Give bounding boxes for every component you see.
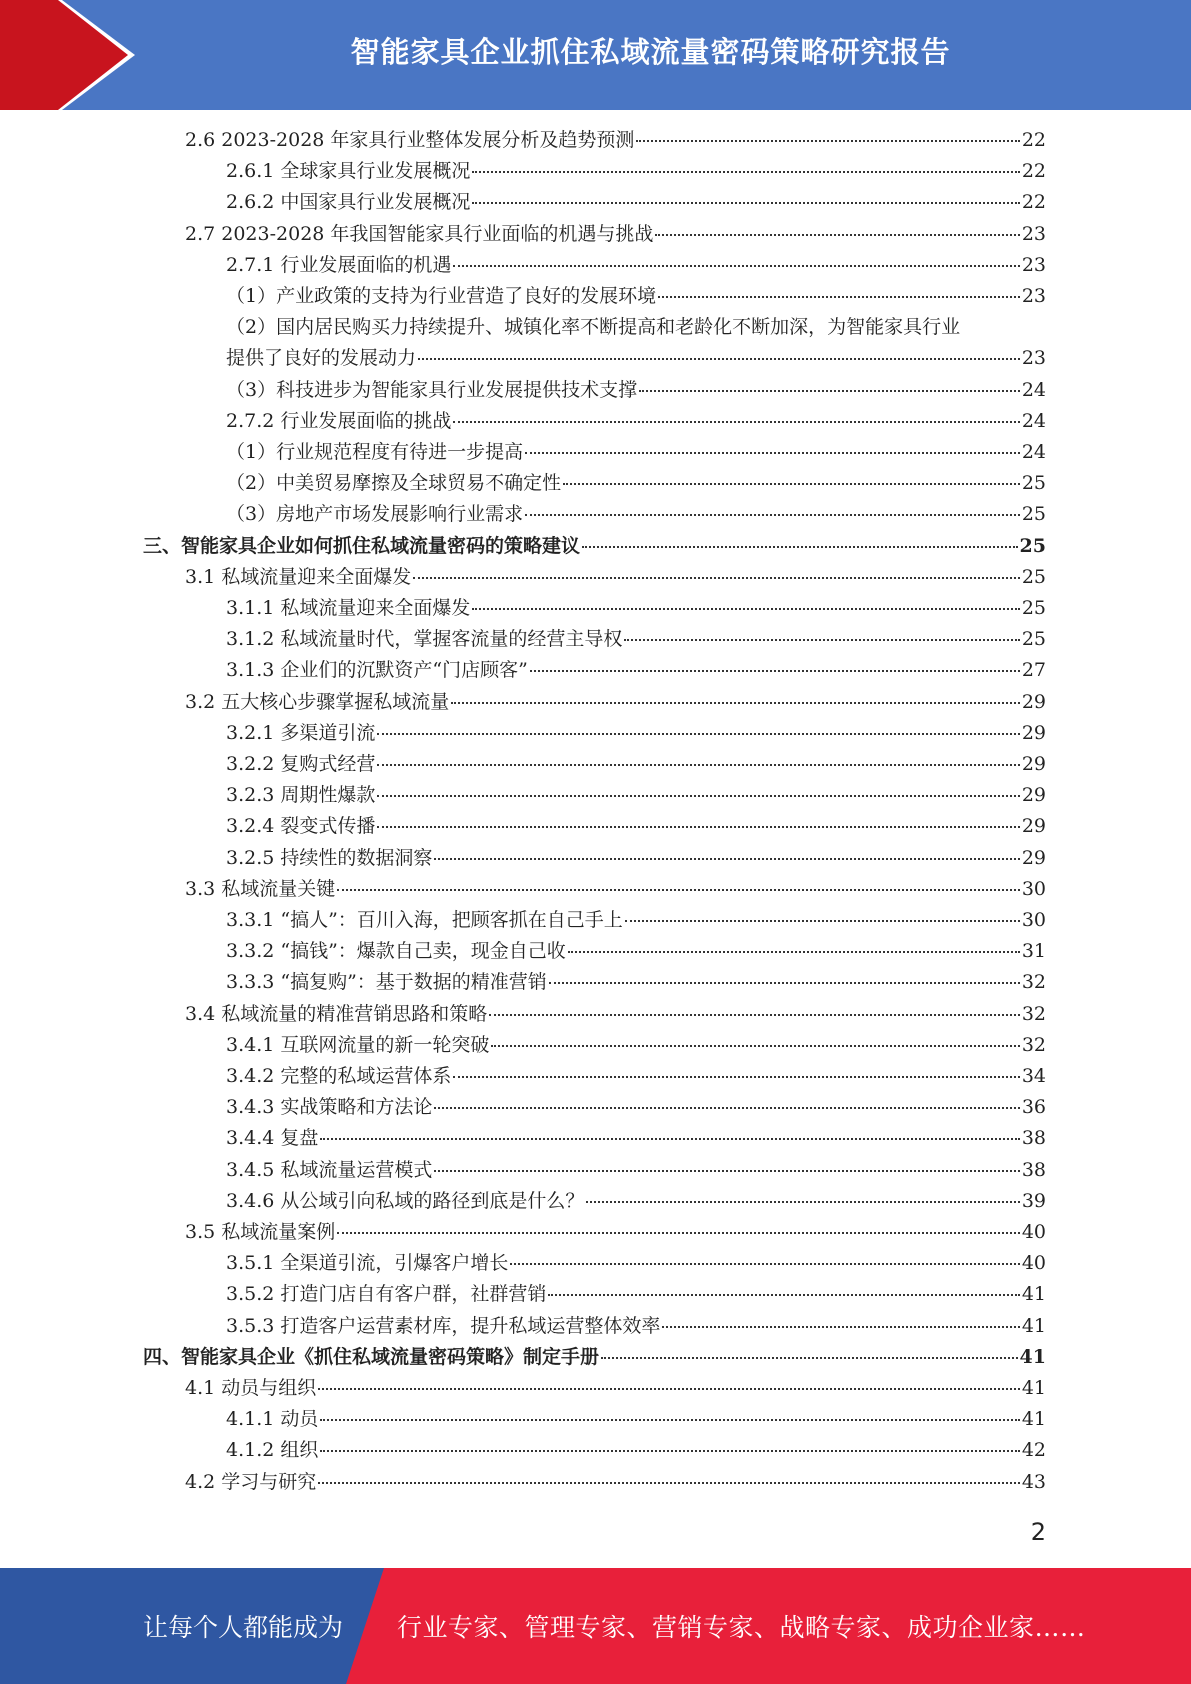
toc-leader-dots: [625, 920, 1020, 922]
footer-slogan-right: 行业专家、管理专家、营销专家、战略专家、成功企业家……: [397, 1613, 1086, 1642]
toc-entry-title: 4.1.2 组织: [226, 1439, 319, 1462]
page-title: 智能家具企业抓住私域流量密码策略研究报告: [350, 34, 951, 69]
toc-leader-dots: [413, 577, 1020, 579]
toc-entry[interactable]: [0, 437, 1191, 468]
toc-leader-dots: [377, 764, 1019, 766]
toc-entry-page: 29: [1021, 784, 1046, 807]
toc-entry[interactable]: [0, 499, 1191, 530]
toc-entry[interactable]: [0, 1279, 1191, 1310]
toc-leader-dots: [662, 1326, 1019, 1328]
toc-leader-dots: [549, 982, 1020, 984]
toc-entry-title: 4.1.1 动员: [226, 1408, 319, 1431]
toc-entry[interactable]: [0, 1342, 1191, 1373]
toc-entry-title: 3.2.4 裂变式传播: [226, 815, 376, 838]
toc-leader-dots: [434, 858, 1019, 860]
toc-leader-dots: [337, 1232, 1020, 1234]
toc-entry-page: 25: [1021, 503, 1046, 526]
toc-entry-title: （2）中美贸易摩擦及全球贸易不确定性: [226, 472, 562, 495]
toc-leader-dots: [548, 1294, 1019, 1296]
toc-entry[interactable]: [0, 531, 1191, 562]
toc-entry[interactable]: [0, 125, 1191, 156]
toc-entry[interactable]: [0, 999, 1191, 1030]
toc-entry[interactable]: [0, 187, 1191, 218]
toc-entry-title: 3.1.1 私域流量迎来全面爆发: [226, 597, 471, 619]
toc-entry-page: 34: [1021, 1065, 1046, 1087]
toc-entry-title: 3.5.2 打造门店自有客户群，社群营销: [226, 1283, 547, 1306]
page-number: 2: [1030, 1518, 1046, 1546]
toc-entry-title: （3）房地产市场发展影响行业需求: [226, 503, 524, 526]
toc-leader-dots: [510, 1263, 1019, 1265]
toc-entry[interactable]: [0, 406, 1191, 437]
toc-leader-dots: [582, 546, 1018, 548]
toc-entry-title: 4.1 动员与组织: [185, 1377, 317, 1399]
toc-entry-page: 36: [1021, 1096, 1046, 1119]
toc-entry[interactable]: [0, 936, 1191, 967]
toc-leader-dots: [530, 670, 1020, 672]
toc-leader-dots: [568, 951, 1020, 953]
toc-entry[interactable]: [0, 219, 1191, 250]
toc-entry-title: （1）行业规范程度有待进一步提高: [226, 441, 524, 463]
toc-entry-title: 3.3.1 “搞人”：百川入海，把顾客抓在自己手上: [226, 909, 623, 931]
toc-leader-dots: [377, 733, 1019, 735]
toc-leader-dots: [453, 421, 1019, 423]
page-header: [0, 0, 1191, 110]
toc-leader-dots: [451, 702, 1020, 704]
toc-entry[interactable]: [0, 1404, 1191, 1435]
toc-leader-dots: [320, 1419, 1019, 1421]
toc-entry[interactable]: [0, 843, 1191, 874]
toc-leader-dots: [318, 1482, 1020, 1484]
toc-entry-page: 23: [1021, 347, 1046, 370]
toc-entry-title: 3.4.3 实战策略和方法论: [226, 1096, 433, 1119]
toc-entry[interactable]: [0, 967, 1191, 998]
toc-entry-page: 31: [1021, 940, 1046, 963]
toc-entry-page: 29: [1021, 690, 1046, 713]
toc-leader-dots: [472, 171, 1019, 173]
toc-entry-title: 3.1.3 企业们的沉默资产“门店顾客”: [226, 659, 528, 682]
toc-entry[interactable]: [0, 1435, 1191, 1466]
toc-leader-dots: [453, 265, 1019, 267]
toc-entry-page: 32: [1021, 1002, 1046, 1025]
toc-leader-dots: [636, 140, 1019, 142]
toc-entry-page: 30: [1021, 909, 1046, 931]
toc-entry-title: 2.7 2023-2028 年我国智能家具行业面临的机遇与挑战: [185, 222, 654, 245]
toc-entry[interactable]: [0, 1467, 1191, 1498]
toc-entry-page: 32: [1021, 971, 1046, 994]
toc-entry-page: 38: [1021, 1127, 1046, 1150]
toc-entry-title: 2.6.1 全球家具行业发展概况: [226, 160, 471, 183]
toc-entry[interactable]: [0, 156, 1191, 187]
toc-entry-page: 23: [1021, 253, 1046, 276]
toc-leader-dots: [337, 889, 1020, 891]
toc-leader-dots: [320, 1138, 1019, 1140]
chevron-arrow-icon: [0, 0, 160, 110]
toc-entry-page: 39: [1021, 1189, 1046, 1212]
toc-entry-title: 3.4.5 私域流量运营模式: [226, 1158, 433, 1181]
toc-entry[interactable]: [0, 468, 1191, 499]
toc-entry[interactable]: [0, 1373, 1191, 1404]
toc-entry-title: 3.2.5 持续性的数据洞察: [226, 846, 433, 869]
toc-entry-page: 23: [1021, 222, 1046, 245]
toc-entry-title: 3.4 私域流量的精准营销思路和策略: [185, 1002, 488, 1025]
toc-leader-dots: [491, 1045, 1019, 1047]
toc-entry-title: 四、智能家具企业《抓住私域流量密码策略》制定手册: [143, 1345, 600, 1368]
toc-entry[interactable]: [0, 1092, 1191, 1123]
footer-slogan-left: 让每个人都能成为: [143, 1613, 344, 1642]
toc-entry-page: 24: [1021, 441, 1046, 463]
toc-entry[interactable]: [0, 1155, 1191, 1186]
page-footer: [0, 1568, 1191, 1684]
toc-entry-page: 40: [1021, 1252, 1046, 1275]
toc-entry[interactable]: [0, 593, 1191, 624]
toc-entry-page: 40: [1021, 1221, 1046, 1243]
toc-leader-dots: [525, 514, 1020, 516]
toc-leader-dots: [377, 795, 1019, 797]
toc-leader-dots: [639, 390, 1020, 392]
toc-leader-dots: [377, 826, 1019, 828]
toc-entry-page: 24: [1021, 378, 1046, 401]
toc-entry-page: 29: [1021, 846, 1046, 869]
toc-entry[interactable]: [0, 281, 1191, 312]
toc-entry-page: 22: [1021, 191, 1046, 214]
toc-leader-dots: [434, 1170, 1019, 1172]
toc-leader-dots: [320, 1450, 1019, 1452]
toc-entry-title: （3）科技进步为智能家具行业发展提供技术支撑: [226, 378, 638, 401]
toc-entry-title: （1）产业政策的支持为行业营造了良好的发展环境: [226, 285, 657, 307]
toc-entry-title: 2.6 2023-2028 年家具行业整体发展分析及趋势预测: [185, 129, 635, 151]
toc-entry-page: 23: [1021, 285, 1046, 307]
toc-entry-page: 41: [1021, 1408, 1046, 1431]
toc-entry-page: 29: [1021, 721, 1046, 744]
toc-entry[interactable]: [0, 624, 1191, 655]
toc-entry-title: 3.4.2 完整的私域运营体系: [226, 1065, 452, 1087]
toc-entry-title: 3.5.1 全渠道引流，引爆客户增长: [226, 1252, 509, 1275]
toc-entry-title: 3.2.3 周期性爆款: [226, 784, 376, 807]
toc-leader-dots: [472, 608, 1019, 610]
toc-entry-page: 38: [1021, 1158, 1046, 1181]
toc-entry-page: 25: [1021, 628, 1046, 651]
toc-leader-dots: [525, 452, 1020, 454]
toc-entry-page: 25: [1021, 597, 1046, 619]
toc-entry[interactable]: [0, 780, 1191, 811]
toc-leader-dots: [624, 639, 1019, 641]
toc-entry-page: 41: [1019, 1345, 1046, 1368]
toc-entry-page: 42: [1021, 1439, 1046, 1462]
toc-entry-title: 3.5.3 打造客户运营素材库，提升私域运营整体效率: [226, 1314, 661, 1337]
toc-entry[interactable]: [0, 1311, 1191, 1342]
toc-entry-page: 29: [1021, 753, 1046, 775]
toc-entry-page: 41: [1021, 1377, 1046, 1399]
toc-entry[interactable]: [0, 250, 1191, 281]
toc-entry[interactable]: [0, 1217, 1191, 1248]
toc-entry-title: 3.2 五大核心步骤掌握私域流量: [185, 690, 450, 713]
toc-leader-dots: [586, 1201, 1019, 1203]
toc-entry-title: 3.5 私域流量案例: [185, 1221, 336, 1243]
toc-entry-page: 41: [1021, 1314, 1046, 1337]
toc-entry[interactable]: [0, 687, 1191, 718]
toc-entry[interactable]: [0, 874, 1191, 905]
toc-entry-title: （2）国内居民购买力持续提升、城镇化率不断提高和老龄化不断加深，为智能家具行业: [226, 316, 961, 339]
toc-entry[interactable]: [0, 655, 1191, 686]
toc-leader-dots: [601, 1357, 1018, 1359]
toc-entry[interactable]: [0, 1030, 1191, 1061]
toc-leader-dots: [563, 483, 1020, 485]
toc-entry-page: 25: [1021, 472, 1046, 495]
toc-entry[interactable]: [0, 1186, 1191, 1217]
toc-entry[interactable]: [0, 562, 1191, 593]
toc-leader-dots: [472, 202, 1019, 204]
toc-entry-title: 3.3.3 “搞复购”：基于数据的精准营销: [226, 971, 547, 994]
toc-entry-title: 3.1 私域流量迎来全面爆发: [185, 565, 412, 588]
toc-entry-title: 4.2 学习与研究: [185, 1470, 317, 1493]
toc-entry-page: 41: [1021, 1283, 1046, 1306]
toc-entry[interactable]: [0, 1061, 1191, 1092]
toc-entry-title: 2.7.1 行业发展面临的机遇: [226, 253, 452, 276]
toc-entry[interactable]: [0, 811, 1191, 842]
toc-entry-page: 24: [1021, 409, 1046, 432]
toc-entry-page: 25: [1021, 565, 1046, 588]
toc-entry-page: 22: [1021, 129, 1046, 151]
toc-entry-page: 25: [1019, 534, 1046, 557]
toc-leader-dots: [658, 296, 1020, 298]
toc-entry-page: 27: [1021, 659, 1046, 682]
toc-entry[interactable]: [0, 749, 1191, 780]
toc-entry-page: 30: [1021, 877, 1046, 900]
toc-entry-page: 29: [1021, 815, 1046, 838]
toc-entry-title: 3.3 私域流量关键: [185, 877, 336, 900]
toc-entry-title: 2.6.2 中国家具行业发展概况: [226, 191, 471, 214]
toc-entry-title: 3.2.1 多渠道引流: [226, 721, 376, 744]
toc-leader-dots: [434, 1107, 1019, 1109]
toc-entry-title: 3.4.6 从公域引向私域的路径到底是什么？: [226, 1189, 585, 1212]
toc-entry-title: 2.7.2 行业发展面临的挑战: [226, 409, 452, 432]
toc-leader-dots: [655, 234, 1019, 236]
toc-leader-dots: [318, 1388, 1020, 1390]
toc-entry-title: 3.4.1 互联网流量的新一轮突破: [226, 1033, 490, 1056]
toc-entry-page: 22: [1021, 160, 1046, 183]
toc-entry-page: 43: [1021, 1470, 1046, 1493]
toc-entry[interactable]: [0, 375, 1191, 406]
toc-entry-page: 32: [1021, 1033, 1046, 1056]
toc-entry[interactable]: [0, 343, 1191, 374]
toc-leader-dots: [418, 358, 1020, 360]
toc-leader-dots: [489, 1014, 1020, 1016]
toc-entry-title: 3.4.4 复盘: [226, 1127, 319, 1150]
toc-entry[interactable]: [0, 905, 1191, 936]
toc-entry-title: 3.3.2 “搞钱”：爆款自己卖，现金自己收: [226, 940, 566, 963]
toc-entry[interactable]: [0, 718, 1191, 749]
toc-leader-dots: [453, 1076, 1019, 1078]
toc-entry-title: 三、智能家具企业如何抓住私域流量密码的策略建议: [143, 534, 581, 557]
toc-entry[interactable]: [0, 312, 1191, 343]
toc-entry-title: 3.2.2 复购式经营: [226, 753, 376, 775]
toc-entry[interactable]: [0, 1123, 1191, 1154]
toc-entry-title: 提供了良好的发展动力: [226, 347, 417, 370]
toc-entry[interactable]: [0, 1248, 1191, 1279]
toc-entry-title: 3.1.2 私域流量时代，掌握客流量的经营主导权: [226, 628, 623, 651]
